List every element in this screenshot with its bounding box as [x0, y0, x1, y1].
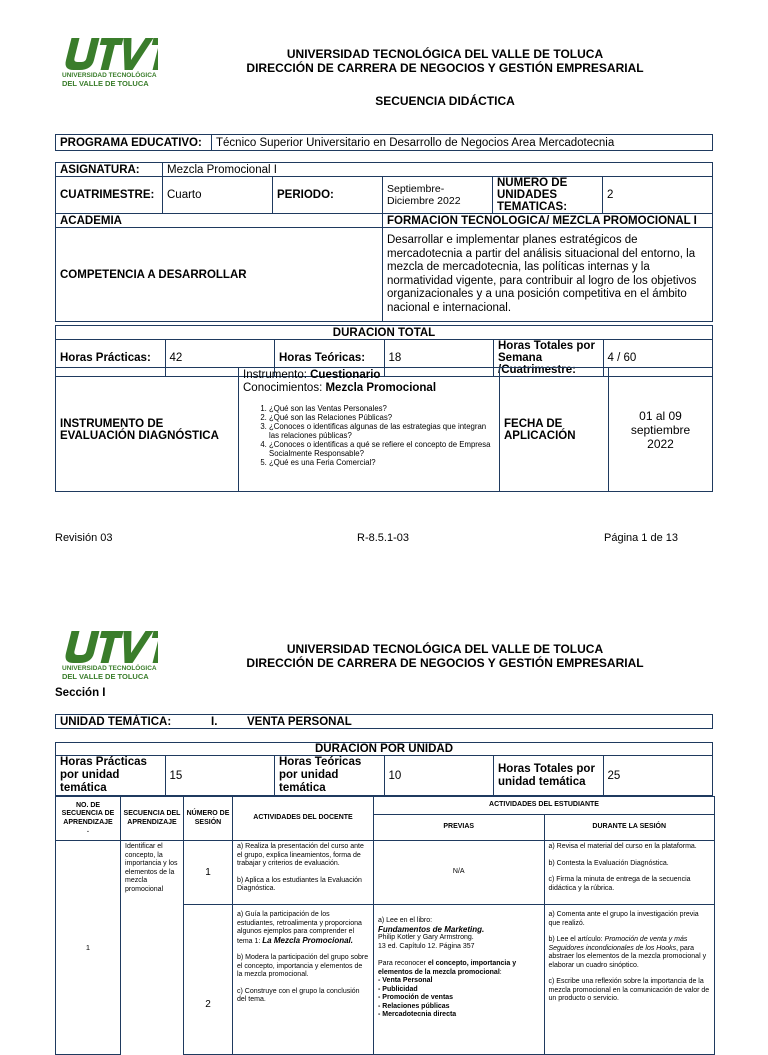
direction-name-page-2: DIRECCIÓN DE CARRERA DE NEGOCIOS Y GESTIÓN EMPRESARIAL [246, 656, 644, 670]
session-2-durante [544, 905, 715, 1055]
cuatrimestre-label: CUATRIMESTRE: [56, 177, 163, 214]
col-docente: ACTIVIDADES DEL DOCENTE [233, 797, 374, 841]
preguntas-list [243, 404, 495, 467]
ht-unidad-value: 10 [384, 756, 494, 796]
instrumento-value: Cuestionario [310, 369, 381, 381]
asignatura-label: ASIGNATURA: [56, 163, 163, 177]
utvt-logo-mark-page-2 [62, 629, 158, 665]
logo-line-2: DEL VALLE DE TOLUCA [62, 79, 149, 88]
hp-unidad-label: Horas Prácticas por unidad temática [56, 756, 166, 796]
university-logo-page-2 [62, 629, 162, 681]
asignatura-value: Mezcla Promocional I [163, 163, 713, 177]
cuatrimestre-value: Cuarto [163, 177, 273, 214]
s2-durante-c: c) Escribe una reflexión sobre la importancia de la mezcla promocional en la comunicación de valor de un producto o servicio. [548, 978, 710, 1002]
s2-docente-a-topic: La Mezcla Promocional. [262, 935, 353, 945]
programa-value: Técnico Superior Universitario en Desarrollo de Negocios Area Mercadotecnia [212, 135, 713, 151]
utvt-logo-mark [62, 36, 158, 72]
horas-teoricas-value: 18 [384, 340, 494, 377]
document-header [180, 47, 710, 75]
seq-number: 1 [56, 841, 121, 1055]
col-secuencia: SECUENCIA DEL APRENDIZAJE [121, 797, 184, 841]
s2-previas-item-2: - Publicidad [378, 985, 418, 993]
competencia-value: Desarrollar e implementar planes estratégicos de mercadotecnia a partir del análisis situacional del entorno, la mezcla de mercadotecnia, las políticas internas y la normatividad vigente, para contribuir al logro de los objetivos organizacionales y a una posición competitiva en el ámbito nacional e internacional. [383, 228, 713, 322]
session-2-number: 2 [184, 905, 233, 1055]
s2-previas-reconocer-line [378, 960, 540, 977]
s2-previas-authors: Philip Kotler y Gary Armstrong. [378, 934, 474, 941]
logo-line-2-page-2: DEL VALLE DE TOLUCA [62, 672, 149, 681]
unidad-num: I. [207, 715, 243, 729]
s2-docente-a: a) Guía la participación de los estudiantes, retroalimenta y proporciona algunos ejemplos para comprender el tema 1: [237, 911, 362, 945]
s2-durante-b-line [549, 936, 711, 970]
s1-docente-b: b) Aplica a los estudiantes la Evaluación Diagnóstica. [237, 876, 362, 892]
s2-previas-item-5: - Mercadotecnia directa [378, 1011, 457, 1018]
col-no-secuencia-text: NO. DE SECUENCIA DE APRENDIZAJE [61, 801, 115, 826]
pregunta-4: 4. ¿Conoces o identificas a qué se refiere el concepto de Empresa Socialmente Responsable? [269, 440, 495, 458]
col-no-secuencia-dot: . [87, 827, 89, 834]
unidades-value: 2 [603, 177, 713, 214]
unidad-table [55, 714, 713, 729]
competencia-label: COMPETENCIA A DESARROLLAR [56, 228, 383, 322]
university-name: UNIVERSIDAD TECNOLÓGICA DEL VALLE DE TOLUCA [286, 47, 604, 61]
session-1-number: 1 [184, 841, 233, 905]
periodo-value: Septiembre-Diciembre 2022 [383, 177, 493, 214]
s2-previas-book: Fundamentos de Marketing. [378, 924, 485, 934]
s2-docente-c: c) Construye con el grupo la conclusión del tema. [237, 987, 360, 1003]
unidades-label: NUMERO DE UNIDADES TEMATICAS: [493, 177, 603, 214]
s2-previas-item-4: - Relaciones públicas [378, 1002, 450, 1010]
pregunta-2: 2. ¿Qué son las Relaciones Públicas? [269, 413, 495, 422]
hp-unidad-value: 15 [165, 756, 275, 796]
fecha-label: FECHA DE APLICACIÓN [500, 368, 609, 492]
session-1-docente [233, 841, 374, 905]
academia-label: ACADEMIA [56, 214, 383, 228]
pregunta-5: 5. ¿Qué es una Feria Comercial? [269, 458, 495, 467]
col-previas: PREVIAS [374, 815, 545, 841]
instrumento-table [55, 367, 713, 492]
horas-teoricas-label: Horas Teóricas: [275, 340, 385, 377]
horas-totales-value: 4 / 60 [603, 340, 713, 377]
ht-unidad-label: Horas Teóricas por unidad temática [275, 756, 385, 796]
session-1-durante [544, 841, 715, 905]
s2-previas-item-1: - Venta Personal [378, 977, 433, 984]
university-name-page-2: UNIVERSIDAD TECNOLÓGICA DEL VALLE DE TOLUCA [286, 642, 604, 656]
s1-docente-a: a) Realiza la presentación del curso ante el grupo, explica lineamientos, forma de trabajar y criterios de evaluación. [237, 843, 364, 867]
s2-docente-a-line [237, 911, 369, 946]
pregunta-3: 3. ¿Conoces o identificas algunas de las estrategias que integran las relaciones públicas? [269, 422, 495, 440]
conocimientos-prefix: Conocimientos: [243, 382, 326, 394]
s2-previas-colon: : [499, 968, 502, 976]
seq-text-cell [121, 841, 184, 1055]
footer-revision: Revisión 03 [55, 532, 113, 544]
instrumento-label: INSTRUMENTO DE EVALUACIÓN DIAGNÓSTICA [56, 368, 239, 492]
instrumento-line [243, 369, 495, 382]
university-logo [62, 36, 162, 88]
col-estudiante: ACTIVIDADES DEL ESTUDIANTE [374, 797, 715, 815]
session-2-docente [233, 905, 374, 1055]
s1-durante-b: b) Contesta la Evaluación Diagnóstica. [548, 859, 669, 867]
s2-previas-reconocer-bold: el concepto, importancia y elementos de la mezcla promocional [378, 960, 517, 976]
htot-unidad-value: 25 [603, 756, 713, 796]
unidad-label: UNIDAD TEMÁTICA: [56, 715, 208, 729]
fecha-value: 01 al 09 septiembre 2022 [609, 368, 713, 492]
horas-totales-label: Horas Totales por Semana /Cuatrimestre: [494, 340, 604, 377]
s2-durante-a: a) Comenta ante el grupo la investigación previa que realizó. [548, 911, 699, 927]
seccion-title: Sección I [55, 687, 106, 699]
s2-docente-b: b) Modera la participación del grupo sobre el concepto, importancia y elementos de la mezcla promocional. [237, 954, 369, 978]
s2-previas-a: a) Lee en el libro: [378, 917, 433, 924]
footer-page: Página 1 de 13 [604, 532, 679, 544]
logo-line-1-page-2: UNIVERSIDAD TECNOLÓGICA [62, 665, 157, 672]
s1-durante-c: c) Firma la minuta de entrega de la secuencia didáctica y la rúbrica. [548, 876, 691, 892]
s1-durante-a: a) Revisa el material del curso en la plataforma. [548, 843, 697, 850]
direction-name: DIRECCIÓN DE CARRERA DE NEGOCIOS Y GESTIÓN EMPRESARIAL [246, 61, 644, 75]
seq-text: Identificar el concepto, la importancia y los elementos de la mezcla promocional [125, 843, 178, 893]
s2-previas-edition: 13 ed. Capítulo 12. Página 357 [378, 942, 475, 950]
footer-code: R-8.5.1-03 [357, 532, 409, 544]
programa-table [55, 134, 713, 151]
instrumento-prefix: Instrumento: [243, 369, 311, 381]
conocimientos-line [243, 382, 495, 395]
s2-previas-item-3: - Promoción de ventas [378, 994, 454, 1001]
pregunta-1: 1. ¿Qué son las Ventas Personales? [269, 404, 495, 413]
htot-unidad-label: Horas Totales por unidad temática [494, 756, 604, 796]
academia-value: FORMACION TECNOLOGICA/ MEZCLA PROMOCIONAL I [383, 214, 713, 228]
unidad-value: VENTA PERSONAL [243, 715, 713, 729]
horas-practicas-label: Horas Prácticas: [56, 340, 166, 377]
s2-durante-b-article: Promoción de venta y más Seguidores incondicionales de los Hooks [548, 936, 688, 952]
session-2-previas [374, 905, 545, 1055]
duracion-total-title: DURACION TOTAL [56, 326, 713, 340]
s2-durante-b-rest: , para abstraer los elementos de la mezcla promocional y elaborar un cuadro sinóptico. [548, 944, 707, 969]
s2-previas-reconocer: Para reconocer [378, 960, 428, 967]
instrumento-content [239, 368, 500, 492]
document-header-page-2 [180, 642, 710, 670]
conocimientos-value: Mezcla Promocional [325, 382, 437, 394]
programa-label: PROGRAMA EDUCATIVO: [56, 135, 212, 151]
session-1-previas: N/A [374, 841, 545, 905]
asignatura-table [55, 162, 713, 322]
secuencia-table [55, 796, 715, 1055]
page-title: SECUENCIA DIDÁCTICA [375, 94, 515, 108]
logo-line-1: UNIVERSIDAD TECNOLÓGICA [62, 72, 157, 79]
duracion-unidad-table [55, 742, 713, 796]
duracion-unidad-title: DURACIÓN POR UNIDAD [56, 743, 713, 756]
s2-durante-b: b) Lee el artículo: [548, 936, 605, 943]
col-sesion: NÚMERO DE SESIÓN [184, 797, 233, 841]
horas-practicas-value: 42 [165, 340, 275, 377]
col-no-secuencia [56, 797, 121, 841]
periodo-label: PERIODO: [273, 177, 383, 214]
col-durante: DURANTE LA SESIÓN [544, 815, 715, 841]
